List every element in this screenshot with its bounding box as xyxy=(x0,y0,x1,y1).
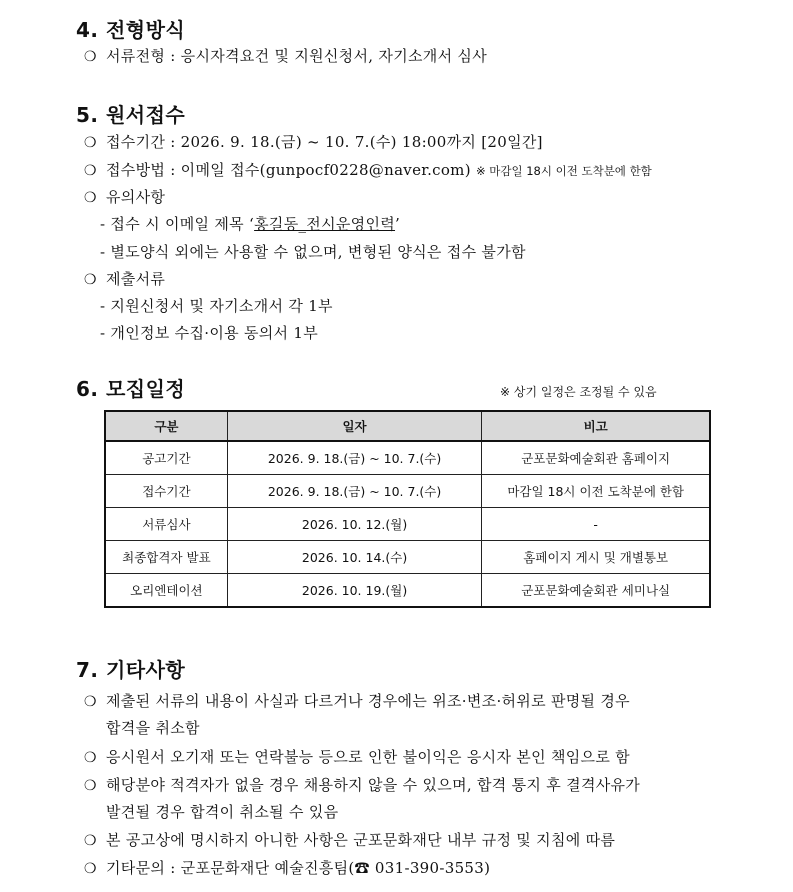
section-6-title: 6. 모집일정 xyxy=(76,377,186,401)
s7-item-3-cont: 발견될 경우 합격이 취소될 수 있음 xyxy=(106,803,339,821)
bullet-circle-icon: ❍ xyxy=(84,190,97,206)
s7-item-3: ❍ 해당분야 적격자가 없을 경우 채용하지 않을 수 있으며, 합격 통지 후 결격사유가 xyxy=(84,776,641,794)
cell-date: 2026. 9. 18.(금) ~ 10. 7.(수) xyxy=(227,441,482,475)
cell-remarks: 군포문화예술회관 홈페이지 xyxy=(482,441,710,475)
cell-remarks: 마감일 18시 이전 도착분에 한함 xyxy=(482,475,710,508)
schedule-table xyxy=(104,410,711,608)
cell-category: 최종합격자 발표 xyxy=(105,541,227,574)
cell-date: 2026. 9. 18.(금) ~ 10. 7.(수) xyxy=(227,475,482,508)
section-7-title: 7. 기타사항 xyxy=(76,658,186,682)
table-row xyxy=(105,574,710,608)
s5-docs-1: - 지원신청서 및 자기소개서 각 1부 xyxy=(100,297,333,315)
cell-remarks: 홈페이지 게시 및 개별통보 xyxy=(482,541,710,574)
cell-date: 2026. 10. 14.(수) xyxy=(227,541,482,574)
bullet-circle-icon: ❍ xyxy=(84,778,97,794)
s5-docs-title: ❍ 제출서류 xyxy=(84,270,166,288)
col-header-remarks: 비고 xyxy=(482,411,710,441)
bullet-circle-icon: ❍ xyxy=(84,694,97,710)
bullet-circle-icon: ❍ xyxy=(84,49,97,65)
s5-docs-2: - 개인정보 수집·이용 동의서 1부 xyxy=(100,324,319,342)
bullet-circle-icon: ❍ xyxy=(84,272,97,288)
email-subject-format: 홍길동_전시운영인력 xyxy=(254,215,396,233)
s5-notice-title: ❍ 유의사항 xyxy=(84,188,166,206)
s7-item-4: ❍ 본 공고상에 명시하지 아니한 사항은 군포문화재단 내부 규정 및 지침에 따름 xyxy=(84,831,616,849)
col-header-date: 일자 xyxy=(227,411,482,441)
bullet-circle-icon: ❍ xyxy=(84,135,97,151)
schedule-note: ※ 상기 일정은 조정될 수 있음 xyxy=(500,385,657,399)
s7-item-1-cont: 합격을 취소함 xyxy=(106,719,200,737)
s7-item-2: ❍ 응시원서 오기재 또는 연락불능 등으로 인한 불이익은 응시자 본인 책임으로 함 xyxy=(84,748,630,766)
cell-category: 공고기간 xyxy=(105,441,227,475)
table-row xyxy=(105,441,710,475)
s5-notice-1: - 접수 시 이메일 제목 ‘홍길동_전시운영인력’ xyxy=(100,215,401,233)
bullet-circle-icon: ❍ xyxy=(84,750,97,766)
table-row xyxy=(105,508,710,541)
cell-remarks: - xyxy=(482,508,710,541)
col-header-category: 구분 xyxy=(105,411,227,441)
cell-category: 접수기간 xyxy=(105,475,227,508)
cell-date: 2026. 10. 12.(월) xyxy=(227,508,482,541)
section-5-title: 5. 원서접수 xyxy=(76,103,186,127)
table-header-row xyxy=(105,411,710,441)
bullet-circle-icon: ❍ xyxy=(84,163,97,179)
s5-notice-2: - 별도양식 외에는 사용할 수 없으며, 변형된 양식은 접수 불가함 xyxy=(100,243,526,261)
cell-remarks: 군포문화예술회관 세미나실 xyxy=(482,574,710,608)
cell-date: 2026. 10. 19.(월) xyxy=(227,574,482,608)
bullet-circle-icon: ❍ xyxy=(84,861,97,877)
cell-category: 서류심사 xyxy=(105,508,227,541)
table-row xyxy=(105,475,710,508)
s5-period: ❍ 접수기간 : 2026. 9. 18.(금) ~ 10. 7.(수) 18:00까지 [20일간] xyxy=(84,133,543,151)
cell-category: 오리엔테이션 xyxy=(105,574,227,608)
s5-method: ❍ 접수방법 : 이메일 접수(gunpocf0228@naver.com) ※ 마감일 18시 이전 도착분에 한함 xyxy=(84,161,652,179)
table-row xyxy=(105,541,710,574)
section-4-title: 4. 전형방식 xyxy=(76,18,186,42)
s5-method-note: ※ 마감일 18시 이전 도착분에 한함 xyxy=(475,164,652,178)
bullet-circle-icon: ❍ xyxy=(84,833,97,849)
s4-item-1: ❍ 서류전형 : 응시자격요건 및 지원신청서, 자기소개서 심사 xyxy=(84,47,488,65)
s7-item-5: ❍ 기타문의 : 군포문화재단 예술진흥팀(☎ 031-390-3553) xyxy=(84,859,491,877)
s7-item-1: ❍ 제출된 서류의 내용이 사실과 다르거나 경우에는 위조·변조·허위로 판명될 경우 xyxy=(84,692,630,710)
